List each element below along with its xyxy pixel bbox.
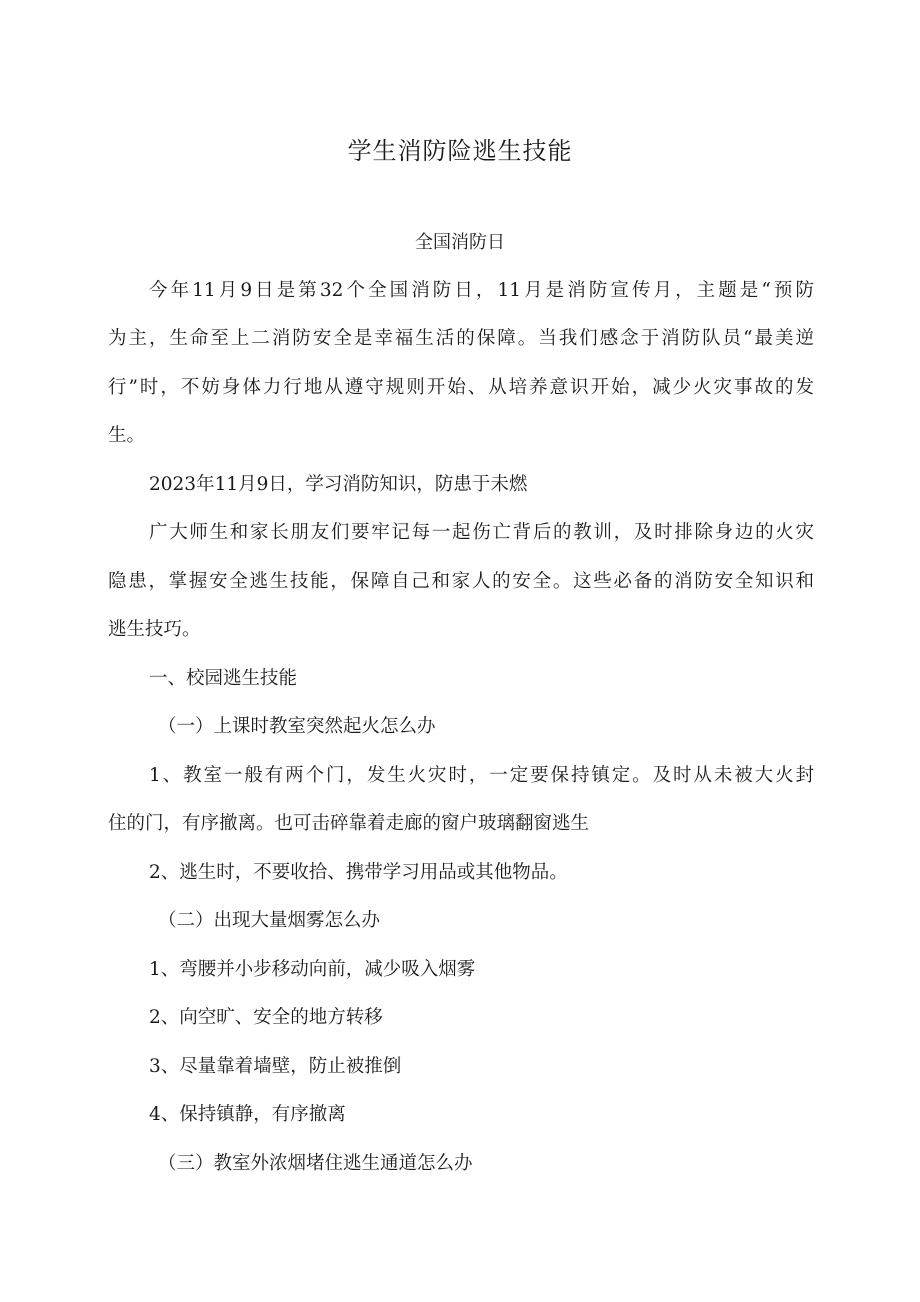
list-item: 2、向空旷、安全的地方转移 [149,1007,383,1028]
section-heading: 一、校园逃生技能 [149,668,298,689]
paragraph-line: 今年11月9日是第32个全国消防日，11月是消防宣传月，主题是“预防 [149,280,814,301]
list-item: 4、保持镇静，有序撤离 [149,1104,346,1125]
list-item: 1、弯腰并小步移动向前，减少吸入烟雾 [149,959,476,980]
list-item: 2、逃生时，不要收拾、携带学习用品或其他物品。 [149,862,568,883]
paragraph-line: 行”时，不妨身体力行地从遵守规则开始、从培养意识开始，减少火灾事故的发 [108,377,814,398]
page-title: 学生消防险逃生技能 [347,137,573,165]
subtitle: 全国消防日 [415,232,505,253]
list-item: 1、教室一般有两个门，发生火灾时，一定要保持镇定。及时从未被大火封 [149,765,814,786]
paragraph-line: 为主，生命至上二消防安全是幸福生活的保障。当我们感念于消防队员“最美逆 [108,328,814,349]
paragraph-line: 广大师生和家长朋友们要牢记每一起伤亡背后的教训，及时排除身边的火灾 [149,522,814,543]
list-item: 3、尽量靠着墙壁，防止被推倒 [149,1056,402,1077]
paragraph-line: 生。 [108,425,146,446]
subsection-heading: （一）上课时教室突然起火怎么办 [158,716,436,737]
paragraph-line: 逃生技巧。 [108,619,201,640]
paragraph-line: 隐患，掌握安全逃生技能，保障自己和家人的安全。这些必备的消防安全知识和 [108,571,814,592]
subsection-heading: （二）出现大量烟雾怎么办 [158,910,381,931]
paragraph-line: 2023年11月9日，学习消防知识，防患于未燃 [149,474,528,495]
list-item-continuation: 住的门，有序撤离。也可击碎靠着走廊的窗户玻璃翻窗逃生 [108,813,590,834]
subsection-heading: （三）教室外浓烟堵住逃生通道怎么办 [158,1153,473,1174]
